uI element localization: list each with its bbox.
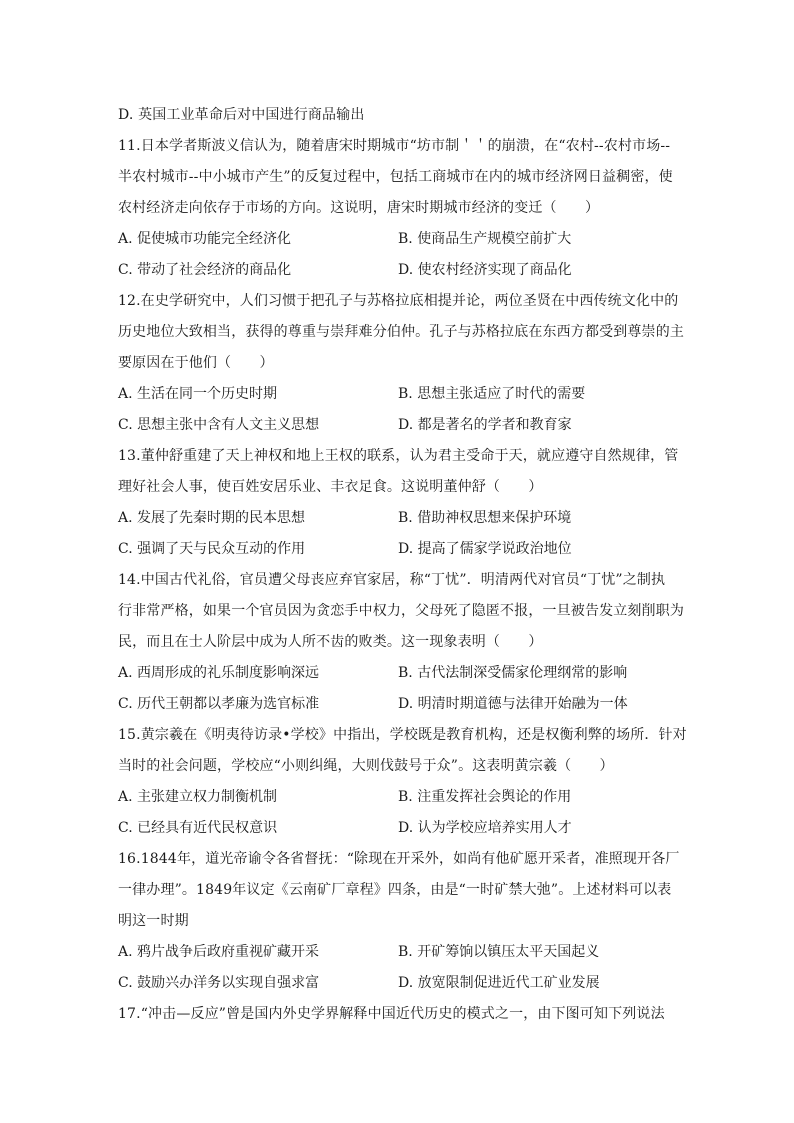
option-row — [118, 534, 678, 565]
option-a: A. 生活在同一个历史时期 — [118, 386, 278, 402]
option-b: B. 注重发挥社会舆论的作用 — [398, 789, 572, 805]
question-stem-line: 理好社会人事，使百姓安居乐业、丰衣足食。这说明董仲舒（ ） — [118, 479, 543, 495]
question-stem-line: 11.日本学者斯波义信认为，随着唐宋时期城市“坊市制＇＇的崩溃，在“农村--农村市场-- — [118, 138, 671, 154]
option-d: D. 认为学校应培养实用人才 — [398, 820, 572, 836]
option-d: D. 使农村经济实现了商品化 — [398, 262, 572, 278]
option-row — [118, 782, 678, 813]
option-row — [118, 224, 678, 255]
option-row — [118, 503, 678, 534]
option-a: A. 主张建立权力制衡机制 — [118, 789, 278, 805]
option-b: B. 使商品生产规模空前扩大 — [398, 231, 572, 247]
question-stem-line: 16.1844年，道光帝谕令各省督抚：“除现在开采外，如尚有他矿愿开采者，准照现开各厂 — [118, 851, 680, 867]
option-row — [118, 968, 678, 999]
option-b: B. 古代法制深受儒家伦理纲常的影响 — [398, 665, 628, 681]
question-16 — [118, 844, 678, 999]
option-c: C. 思想主张中含有人文主义思想 — [118, 417, 320, 433]
option-a: A. 鸦片战争后政府重视矿藏开采 — [118, 944, 320, 960]
question-stem-line: 一律办理”。1849年议定《云南矿厂章程》四条，由是“一时矿禁大弛”。上述材料可以表 — [118, 882, 672, 898]
option-row — [118, 379, 678, 410]
question-stem-line: 明这一时期 — [118, 913, 189, 929]
question-list — [118, 100, 687, 1030]
option-d-previous: D. 英国工业革命后对中国进行商品输出 — [118, 107, 365, 123]
question-stem-line: 半农村城市--中小城市产生”的反复过程中，包括工商城市在内的城市经济网日益稠密，使 — [118, 169, 673, 185]
question-13 — [118, 441, 678, 565]
question-15 — [118, 720, 687, 844]
question-stem-line: 历史地位大致相当，获得的尊重与崇拜难分伯仲。孔子与苏格拉底在东西方都受到尊崇的主 — [118, 324, 684, 340]
option-row — [118, 813, 678, 844]
option-c: C. 历代王朝都以孝廉为选官标准 — [118, 696, 320, 712]
option-row — [118, 658, 678, 689]
option-row — [118, 689, 678, 720]
option-d: D. 明清时期道德与法律开始融为一体 — [398, 696, 628, 712]
option-b: B. 开矿筹饷以镇压太平天国起义 — [398, 944, 600, 960]
question-stem-line: 13.董仲舒重建了天上神权和地上王权的联系，认为君主受命于天，就应遵守自然规律，管 — [118, 448, 679, 464]
question-stem-line: 当时的社会问题，学校应“小则纠绳，大则伐鼓号于众”。这表明黄宗羲（ ） — [118, 758, 614, 774]
option-d: D. 提高了儒家学说政治地位 — [398, 541, 572, 557]
option-d: D. 都是著名的学者和教育家 — [398, 417, 572, 433]
question-stem-line: 要原因在于他们（ ） — [118, 355, 274, 371]
question-stem-line: 民，而且在士人阶层中成为人所不齿的败类。这一现象表明（ ） — [118, 634, 543, 650]
option-a: A. 西周形成的礼乐制度影响深远 — [118, 665, 320, 681]
question-stem-line: 行非常严格，如果一个官员因为贪恋手中权力，父母死了隐匿不报，一旦被告发立刻削职为 — [118, 603, 684, 619]
option-row — [118, 255, 678, 286]
option-b: B. 思想主张适应了时代的需要 — [398, 386, 586, 402]
option-row — [118, 937, 678, 968]
question-stem-line: 15.黄宗羲在《明夷待访录•学校》中指出，学校既是教育机构，还是权衡利弊的场所．针对 — [118, 727, 687, 743]
option-c: C. 已经具有近代民权意识 — [118, 820, 278, 836]
option-c: C. 强调了天与民众互动的作用 — [118, 541, 306, 557]
question-14 — [118, 565, 684, 720]
question-12 — [118, 286, 684, 441]
option-d: D. 放宽限制促进近代工矿业发展 — [398, 975, 600, 991]
question-11 — [118, 131, 678, 286]
question-17-stem: 17.“冲击—反应”曾是国内外史学界解释中国近代历史的模式之一，由下图可知下列说法 — [118, 1006, 665, 1022]
question-stem-line: 12.在史学研究中，人们习惯于把孔子与苏格拉底相提并论，两位圣贤在中西传统文化中的 — [118, 293, 679, 309]
option-c: C. 鼓励兴办洋务以实现自强求富 — [118, 975, 320, 991]
question-stem-line: 农村经济走向依存于市场的方向。这说明，唐宋时期城市经济的变迁（ ） — [118, 200, 600, 216]
option-c: C. 带动了社会经济的商品化 — [118, 262, 292, 278]
option-a: A. 促使城市功能完全经济化 — [118, 231, 292, 247]
question-stem-line: 14.中国古代礼俗，官员遭父母丧应弃官家居，称“丁忧”．明清两代对官员“丁忧”之制执 — [118, 572, 666, 588]
option-a: A. 发展了先秦时期的民本思想 — [118, 510, 306, 526]
option-row — [118, 410, 678, 441]
option-b: B. 借助神权思想来保护环境 — [398, 510, 572, 526]
